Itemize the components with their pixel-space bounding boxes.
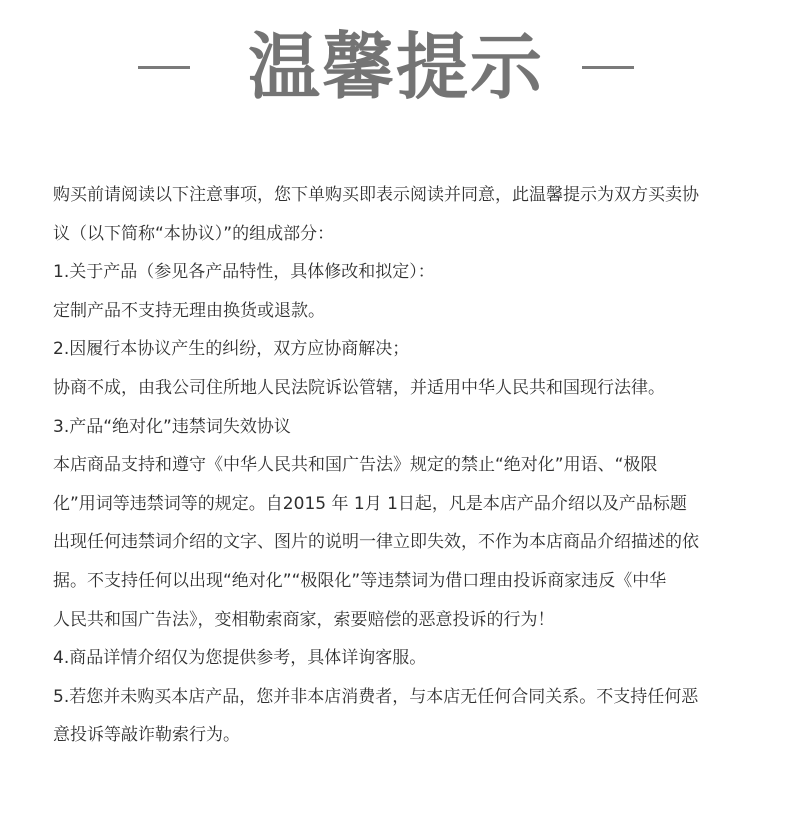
notice-line-7: 3.产品“绝对化”违禁词失效协议 <box>53 416 291 437</box>
title-row <box>0 22 790 112</box>
notice-line-3: 1.关于产品（参见各产品特性，具体修改和拟定）： <box>53 262 435 283</box>
page-title: 温馨提示 <box>247 25 544 109</box>
notice-line-5: 2.因履行本协议产生的纠纷，双方应协商解决； <box>53 339 410 360</box>
title-right-line <box>582 66 634 69</box>
notice-line-12: 人民共和国广告法》，变相勒索商家，索要赔偿的恶意投诉的行为！ <box>53 609 555 630</box>
title-left-line <box>138 66 190 69</box>
notice-line-6: 协商不成，由我公司住所地人民法院诉讼管辖，并适用中华人民共和国现行法律。 <box>53 377 665 398</box>
notice-body <box>53 176 753 755</box>
notice-line-13: 4.商品详情介绍仅为您提供参考，具体详询客服。 <box>53 648 427 669</box>
notice-line-15: 意投诉等敲诈勒索行为。 <box>53 725 240 746</box>
notice-line-9: 化”用词等违禁词等的规定。自2015 年 1月 1日起，凡是本店产品介绍以及产品标题 <box>53 493 687 514</box>
notice-line-8: 本店商品支持和遵守《中华人民共和国广告法》规定的禁止“绝对化”用语、“极限 <box>53 455 658 476</box>
notice-line-11: 据。不支持任何以出现“绝对化”“极限化”等违禁词为借口理由投诉商家违反《中华 <box>53 570 667 591</box>
notice-line-4: 定制产品不支持无理由换货或退款。 <box>53 300 325 321</box>
notice-line-1: 购买前请阅读以下注意事项，您下单购买即表示阅读并同意，此温馨提示为双方买卖协 <box>53 185 699 205</box>
notice-line-10: 出现任何违禁词介绍的文字、图片的说明一律立即失效，不作为本店商品介绍描述的依 <box>53 532 699 553</box>
notice-line-14: 5.若您并未购买本店产品，您并非本店消费者，与本店无任何合同关系。不支持任何恶 <box>53 686 699 707</box>
notice-line-2: 议（以下简称“本协议）”的组成部分： <box>53 223 335 244</box>
